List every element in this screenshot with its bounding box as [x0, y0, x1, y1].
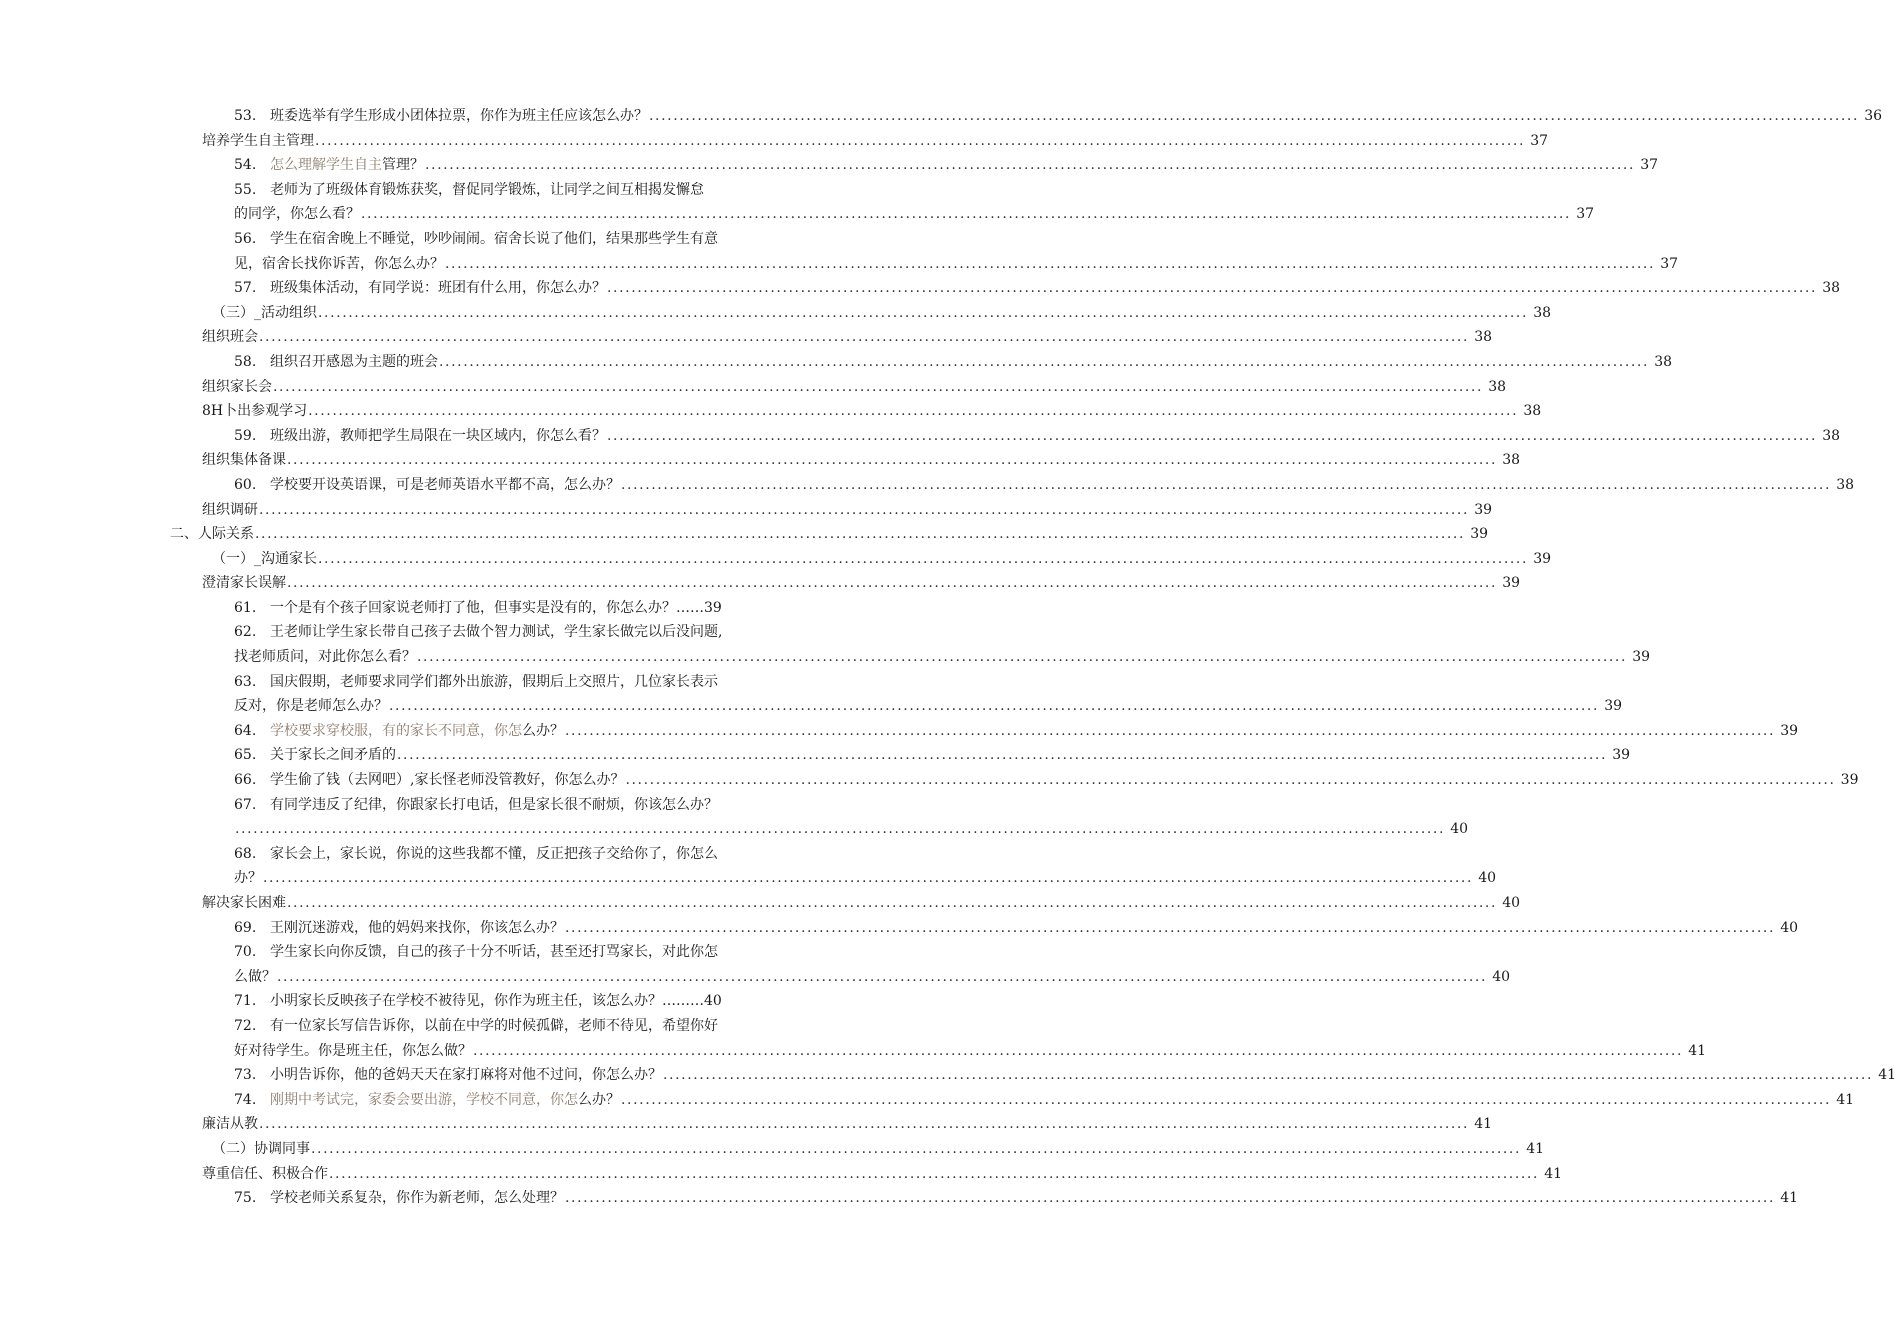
toc-entry-title-text: 组织集体备课: [202, 452, 286, 469]
toc-page-number: 41: [1878, 1067, 1896, 1084]
toc-entry-title: [202, 129, 314, 154]
toc-entry-title-highlight: 怎么理解学生自主: [270, 157, 382, 174]
toc-entry-title-text: （一）_沟通家长: [212, 550, 317, 567]
toc-page-number: 39: [1780, 722, 1799, 739]
toc-dot-leader: ........................................................................................................................................................................................................: [329, 1165, 1540, 1182]
toc-entry-title-text: 学校老师关系复杂，你作为新老师，怎么处理？: [270, 1190, 564, 1207]
toc-entry: [0, 866, 1497, 891]
toc-dot-leader: ........................................................................................................................................................................................................: [287, 895, 1498, 911]
toc-entry-number: 68.: [234, 845, 257, 862]
toc-entry-title: [234, 1039, 472, 1064]
toc-dot-leader: ........................................................................................................................................................................................................: [287, 575, 1498, 592]
toc-entry-number: 53.: [234, 108, 257, 124]
toc-entry-title-text: 廉洁从教: [202, 1116, 258, 1133]
toc-page-number: 41: [1474, 1116, 1493, 1133]
toc-entry: [0, 227, 950, 252]
toc-dot-leader: ........................................................................................................................................................................................................: [565, 1190, 1776, 1207]
toc-entry-title: [234, 645, 416, 670]
toc-entry: [0, 768, 1859, 793]
toc-entry: [0, 940, 950, 965]
toc-entry-number: 60.: [234, 476, 257, 493]
toc-entry: [0, 473, 1855, 498]
toc-entry-title-text: 么办？: [578, 1091, 620, 1108]
toc-entry-title: [270, 842, 718, 867]
toc-entry-title: [202, 498, 258, 523]
toc-entry: [0, 104, 1883, 129]
toc-entry-title: [202, 571, 286, 596]
toc-dot-leader: ........................................................................................................................................................................................................: [607, 280, 1818, 297]
toc-page-number: 36: [1864, 108, 1883, 124]
toc-entry: [0, 571, 1521, 596]
toc-entry-number: 73.: [234, 1067, 257, 1084]
toc-dot-leader: ........................................................................................................................................................................................................: [273, 378, 1484, 395]
toc-entry: [0, 645, 1651, 670]
toc-entry: [0, 325, 1493, 350]
toc-entry-title: [202, 891, 286, 916]
toc-dot-leader: ........................................................................................................................................................................................................: [663, 1067, 1874, 1084]
toc-entry: [0, 620, 950, 645]
toc-entry-title: [270, 620, 722, 645]
toc-entry-title-text: 办？: [234, 870, 262, 887]
toc-dot-leader: ........................................................................................................................................................................................................: [425, 157, 1636, 174]
toc-dot-leader: ........................................................................................................................................................................................................: [565, 722, 1776, 739]
toc-page-number: 38: [1488, 378, 1507, 395]
toc-page-number: 41: [1526, 1140, 1545, 1157]
toc-entry: [0, 129, 1549, 154]
toc-entry-title-text: 管理？: [382, 157, 424, 174]
toc-entry-title: [212, 547, 317, 572]
toc-entry-title-text: 见，宿舍长找你诉苦，你怎么办？: [234, 255, 444, 272]
toc-entry-number: 63.: [234, 673, 257, 690]
toc-entry: [0, 965, 1511, 990]
toc-entry: [0, 350, 1673, 375]
toc-page-number: 40: [1780, 919, 1799, 936]
toc-entry-title-text: 的同学，你怎么看？: [234, 206, 360, 223]
toc-entry-number: 58.: [234, 353, 257, 370]
toc-entry-title-highlight: 学校要求穿校服，有的家长不同意，你怎: [270, 722, 522, 739]
toc-entry-number: 74.: [234, 1091, 257, 1108]
toc-entry-title-text: 么办？: [522, 722, 564, 739]
toc-dot-leader: ........................................................................................................................................................................................................: [318, 304, 1529, 321]
toc-entry-title-text: 反对，你是老师怎么办？: [234, 698, 388, 715]
toc-entry-title: [212, 301, 317, 326]
toc-dot-leader: ........................................................................................................................................................................................................: [287, 452, 1498, 469]
toc-page-number: 38: [1822, 427, 1841, 444]
toc-entry-title: [270, 989, 722, 1014]
toc-entry-title-text: 学生在宿舍晚上不睡觉，吵吵闹闹。宿舍长说了他们，结果那些学生有意: [270, 230, 718, 247]
toc-page-number: 38: [1822, 280, 1841, 297]
toc-entry: [0, 719, 1799, 744]
toc-page-number: 39: [1470, 526, 1489, 543]
toc-entry-title-text: 国庆假期，老师要求同学们都外出旅游，假期后上交照片，几位家长表示: [270, 673, 718, 690]
toc-entry-title: [234, 694, 388, 719]
toc-entry: [0, 891, 1521, 916]
toc-dot-leader: ........................................................................................................................................................................................................: [259, 501, 1470, 518]
toc-entry-title-text: 培养学生自主管理: [202, 132, 314, 149]
toc-dot-leader: ........................................................................................................................................................................................................: [565, 919, 1776, 936]
toc-entry: [0, 178, 950, 203]
toc-entry-title-text: 学生家长向你反馈，自己的孩子十分不听话，甚至还打骂家长，对此你怎: [270, 944, 718, 961]
toc-entry: [0, 743, 1631, 768]
toc-dot-leader: ........................................................................................................................................................................................................: [318, 550, 1529, 567]
toc-entry-number: 64.: [234, 722, 257, 739]
toc-entry-title: [270, 276, 606, 301]
toc-entry-title: [212, 1137, 310, 1162]
toc-entry-title-text: 么做？: [234, 968, 276, 985]
toc-page-number: 39: [1840, 772, 1859, 789]
toc-entry-title-text: 有一位家长写信告诉你，以前在中学的时候孤僻，老师不待见，希望你好: [270, 1017, 718, 1034]
toc-entry-title: [270, 1063, 662, 1088]
toc-entry-title-text: 学校要开设英语课，可是老师英语水平都不高，怎么办？: [270, 476, 620, 493]
toc-page-number: 37: [1660, 255, 1679, 272]
toc-entry-title-text: 王刚沉迷游戏，他的妈妈来找你，你该怎么办？: [270, 919, 564, 936]
toc-entry-title: [234, 202, 360, 227]
toc-entry: [0, 276, 1841, 301]
toc-entry-title: [170, 522, 254, 547]
toc-page-number: 38: [1502, 452, 1521, 469]
toc-entry: [0, 1088, 1855, 1113]
toc-page-number: 38: [1836, 476, 1855, 493]
toc-entry-title-highlight: 刚期中考试完，家委会要出游，学校不同意，你怎: [270, 1091, 578, 1108]
toc-page-number: 39: [1612, 747, 1631, 764]
toc-entry: [0, 817, 1469, 842]
toc-entry-title: [270, 596, 722, 621]
toc-entry-number: 71.: [234, 993, 257, 1010]
toc-page-number: 40: [1450, 821, 1469, 838]
toc-dot-leader: ........................................................................................................................................................................................................: [315, 132, 1526, 149]
toc-dot-leader: ........................................................................................................................................................................................................: [439, 353, 1650, 370]
toc-entry-title-text: 关于家长之间矛盾的: [270, 747, 396, 764]
toc-entry-number: 67.: [234, 796, 257, 813]
toc-entry: [0, 989, 950, 1014]
toc-entry: [0, 424, 1841, 449]
toc-entry: [0, 522, 1489, 547]
toc-entry: [0, 153, 1659, 178]
toc-entry-title: [270, 1186, 564, 1211]
toc-entry-title: [202, 399, 307, 424]
toc-page-number: 41: [1688, 1042, 1707, 1059]
toc-entry-title-text: 一个是有个孩子回家说老师打了他，但事实是没有的，你怎么办？……39: [270, 599, 722, 616]
toc-entry-number: 75.: [234, 1190, 257, 1207]
toc-entry-title-text: 班委选举有学生形成小团体拉票，你作为班主任应该怎么办？: [270, 108, 648, 124]
toc-page-number: 40: [1478, 870, 1497, 887]
toc-page-number: 37: [1576, 206, 1595, 223]
toc-entry-title-text: 班级出游，教师把学生局限在一块区域内，你怎么看？: [270, 427, 606, 444]
toc-entry-title: [270, 670, 718, 695]
toc-page-number: 39: [1474, 501, 1493, 518]
toc-dot-leader: ........................................................................................................................................................................................................: [389, 698, 1600, 715]
toc-entry-title: [270, 424, 606, 449]
toc-entry-title: [270, 1014, 718, 1039]
toc-dot-leader: ........................................................................................................................................................................................................: [621, 1091, 1832, 1108]
toc-entry-title: [270, 178, 704, 203]
toc-entry-number: 57.: [234, 280, 257, 297]
toc-entry-title-text: 小明告诉你，他的爸妈天天在家打麻将对他不过问，你怎么办？: [270, 1067, 662, 1084]
toc-entry-title: [234, 866, 262, 891]
toc-entry-title: [202, 325, 258, 350]
toc-entry: [0, 448, 1521, 473]
toc-entry-title: [270, 153, 424, 178]
toc-entry-title: [270, 743, 396, 768]
toc-dot-leader: ........................................................................................................................................................................................................: [445, 255, 1656, 272]
toc-page-number: 37: [1530, 132, 1549, 149]
toc-page-number: 37: [1640, 157, 1659, 174]
toc-dot-leader: ........................................................................................................................................................................................................: [259, 1116, 1470, 1133]
toc-page-number: 41: [1780, 1190, 1799, 1207]
toc-entry: [0, 1137, 1545, 1162]
toc-entry-title-text: 解决家长困难: [202, 895, 286, 911]
toc-dot-leader: ........................................................................................................................................................................................................: [621, 476, 1832, 493]
toc-entry: [0, 498, 1493, 523]
toc-entry-number: 62.: [234, 624, 257, 641]
toc-entry-title: [270, 940, 718, 965]
toc-dot-leader: ........................................................................................................................................................................................................: [417, 649, 1628, 666]
toc-entry-title-text: 好对待学生。你是班主任，你怎么做？: [234, 1042, 472, 1059]
toc-entry-number: 56.: [234, 230, 257, 247]
toc-entry-number: 70.: [234, 944, 257, 961]
toc-entry-number: 59.: [234, 427, 257, 444]
toc-entry-title-text: 学生偷了钱（去网吧）,家长怪老师没管教好，你怎么办？: [270, 772, 625, 789]
toc-entry-title-text: 小明家长反映孩子在学校不被待见，你作为班主任，该怎么办？………40: [270, 993, 722, 1010]
toc-dot-leader: ........................................................................................................................................................................................................: [235, 821, 1446, 838]
toc-entry-title: [270, 768, 624, 793]
toc-entry-number: 54.: [234, 157, 257, 174]
toc-dot-leader: ........................................................................................................................................................................................................: [259, 329, 1470, 346]
toc-entry-title-text: 家长会上，家长说，你说的这些我都不懂，反正把孩子交给你了，你怎么: [270, 845, 718, 862]
toc-entry: [0, 375, 1507, 400]
toc-entry: [0, 793, 950, 818]
toc-entry-title: [270, 719, 564, 744]
toc-entry: [0, 1162, 1563, 1187]
toc-dot-leader: ........................................................................................................................................................................................................: [263, 870, 1474, 887]
toc-entry-title-text: 8H卜出参观学习: [202, 403, 308, 420]
toc-page-number: 39: [1502, 575, 1521, 592]
toc-entry-number: 69.: [234, 919, 257, 936]
toc-entry-title-text: 王老师让学生家长带自己孩子去做个智力测试，学生家长做完以后没问题,: [270, 624, 723, 641]
toc-entry: [0, 694, 1623, 719]
toc-page-number: 38: [1474, 329, 1493, 346]
toc-dot-leader: ........................................................................................................................................................................................................: [277, 968, 1488, 985]
toc-dot-leader: ........................................................................................................................................................................................................: [255, 526, 1466, 543]
toc-page-number: 39: [1632, 649, 1651, 666]
toc-entry-title: [270, 793, 718, 818]
toc-entry: [0, 1112, 1493, 1137]
toc-entry-title-text: 老师为了班级体育锻炼获奖，督促同学锻炼，让同学之间互相揭发懈怠: [270, 181, 704, 198]
toc-entry-title: [270, 1088, 620, 1113]
toc-entry-number: 72.: [234, 1017, 257, 1034]
toc-entry: [0, 916, 1799, 941]
toc-page-number: 39: [1604, 698, 1623, 715]
toc-entry-title-text: 组织调研: [202, 501, 258, 518]
toc-dot-leader: ........................................................................................................................................................................................................: [625, 772, 1836, 789]
toc-entry: [0, 1014, 950, 1039]
toc-entry: [0, 596, 950, 621]
toc-dot-leader: ........................................................................................................................................................................................................: [607, 427, 1818, 444]
toc-entry-title-text: （三）_活动组织: [212, 304, 317, 321]
toc-entry-number: 66.: [234, 772, 257, 789]
table-of-contents: [0, 104, 1896, 1211]
toc-entry: [0, 1186, 1799, 1211]
toc-entry-number: 65.: [234, 747, 257, 764]
toc-entry: [0, 252, 1679, 277]
toc-entry-title-text: 组织家长会: [202, 378, 272, 395]
toc-entry-number: 55.: [234, 181, 257, 198]
toc-entry-title: [202, 448, 286, 473]
toc-page-number: 41: [1544, 1165, 1563, 1182]
toc-page-number: 40: [1502, 895, 1521, 911]
toc-page-number: 38: [1654, 353, 1673, 370]
toc-page-number: 39: [1533, 550, 1552, 567]
toc-entry-title-text: 有同学违反了纪律，你跟家长打电话，但是家长很不耐烦，你该怎么办？: [270, 796, 718, 813]
toc-entry-title-text: 尊重信任、积极合作: [202, 1165, 328, 1182]
toc-entry: [0, 842, 950, 867]
toc-entry-title-text: 组织班会: [202, 329, 258, 346]
toc-dot-leader: ........................................................................................................................................................................................................: [473, 1042, 1684, 1059]
toc-dot-leader: ........................................................................................................................................................................................................: [308, 403, 1519, 420]
toc-entry-title: [270, 350, 438, 375]
toc-entry: [0, 670, 950, 695]
toc-entry-title-text: 澄清家长误解: [202, 575, 286, 592]
toc-entry-title: [270, 473, 620, 498]
toc-page-number: 41: [1836, 1091, 1855, 1108]
toc-entry: [0, 301, 1552, 326]
toc-entry-title-text: 班级集体活动，有同学说：班团有什么用，你怎么办？: [270, 280, 606, 297]
toc-entry: [0, 1063, 1896, 1088]
toc-entry-title: [270, 104, 648, 129]
toc-entry-title: [202, 1112, 258, 1137]
toc-entry-title: [270, 916, 564, 941]
toc-entry-title: [270, 227, 718, 252]
toc-entry-title-text: （二）协调同事: [212, 1140, 310, 1157]
toc-entry-title-text: 找老师质问，对此你怎么看？: [234, 649, 416, 666]
toc-entry: [0, 1039, 1707, 1064]
toc-entry: [0, 547, 1552, 572]
toc-entry: [0, 202, 1595, 227]
toc-dot-leader: ........................................................................................................................................................................................................: [397, 747, 1608, 764]
toc-entry-title: [234, 965, 276, 990]
toc-dot-leader: ........................................................................................................................................................................................................: [649, 108, 1860, 124]
toc-dot-leader: ........................................................................................................................................................................................................: [361, 206, 1572, 223]
toc-entry-title: [202, 375, 272, 400]
toc-dot-leader: ........................................................................................................................................................................................................: [311, 1140, 1522, 1157]
toc-entry: [0, 399, 1542, 424]
toc-page-number: 38: [1523, 403, 1542, 420]
toc-entry-number: 61.: [234, 599, 257, 616]
toc-page-number: 38: [1533, 304, 1552, 321]
toc-entry-title: [202, 1162, 328, 1187]
toc-entry-title-text: 组织召开感恩为主题的班会: [270, 353, 438, 370]
toc-entry-title-text: 二、人际关系: [170, 526, 254, 543]
toc-entry-title: [234, 252, 444, 277]
toc-page-number: 40: [1492, 968, 1511, 985]
